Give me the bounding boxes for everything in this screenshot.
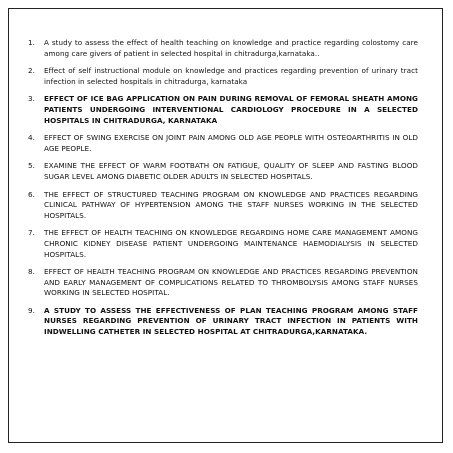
item-number: 8. (28, 267, 35, 277)
list-item (28, 133, 418, 154)
item-text: EXAMINE THE EFFECT OF WARM FOOTBATH ON FATIGUE, QUALITY OF SLEEP AND FASTING BLOOD SUGAR LEVEL AMONG DIABETIC OLDER ADULTS IN SELECTED HOSPITALS. (44, 161, 418, 181)
item-number: 2. (28, 66, 35, 76)
list-item (28, 66, 418, 87)
list-item (28, 38, 418, 59)
item-text: THE EFFECT OF STRUCTURED TEACHING PROGRAM ON KNOWLEDGE AND PRACTICES REGARDING CLINICAL PATHWAY OF HYPERTENSION AMONG THE STAFF NURSES WORKING IN THE SELECTED HOSPITALS. (44, 189, 418, 220)
study-list (28, 38, 418, 345)
item-number: 6. (28, 189, 35, 199)
item-number: 5. (28, 161, 35, 171)
item-text: A STUDY TO ASSESS THE EFFECTIVENESS OF PLAN TEACHING PROGRAM AMONG STAFF NURSES REGARDING PREVENTION OF URINARY TRACT INFECTION IN PATIENTS WITH INDWELLING CATHETER IN SELECTED HOSPITAL AT CHITRADURGA,KARNATAKA. (44, 305, 418, 337)
item-number: 9. (28, 305, 35, 315)
list-item (28, 190, 418, 222)
list-item (28, 94, 418, 126)
list-item (28, 161, 418, 182)
item-number: 7. (28, 228, 35, 238)
item-text: EFFECT OF SWING EXERCISE ON JOINT PAIN AMONG OLD AGE PEOPLE WITH OSTEOARTHRITIS IN OLD AGE PEOPLE. (44, 133, 418, 153)
item-text: A study to assess the effect of health teaching on knowledge and practice regarding colostomy care among care givers of patient in selected hospital in chitradurga,karnataka.. (44, 38, 418, 58)
item-text: EFFECT OF ICE BAG APPLICATION ON PAIN DURING REMOVAL OF FEMORAL SHEATH AMONG PATIENTS UNDERGOING INTERVENTIONAL CARDIOLOGY PROCEDURE IN A SELECTED HOSPITALS IN CHITRADURGA, KARNATAKA (44, 94, 418, 125)
list-item (28, 267, 418, 299)
list-item (28, 228, 418, 260)
item-number: 1. (28, 38, 35, 47)
list-item (28, 306, 418, 338)
item-text: Effect of self instructional module on knowledge and practices regarding prevention of urinary tract infection in selected hospitals in chitradurga, karnataka (44, 66, 418, 86)
item-text: THE EFFECT OF HEALTH TEACHING ON KNOWLEDGE REGARDING HOME CARE MANAGEMENT AMONG CHRONIC KIDNEY DISEASE PATIENT UNDERGOING MAINTENANCE HAEMODIALYSIS IN SELECTED HOSPITALS. (44, 228, 418, 259)
item-text: EFFECT OF HEALTH TEACHING PROGRAM ON KNOWLEDGE AND PRACTICES REGARDING PREVENTION AND EARLY MANAGEMENT OF COMPLICATIONS RELATED TO THROMBOLYSIS AMONG STAFF NURSES WORKING IN SELECTED HOSPITAL. (44, 267, 418, 298)
item-number: 4. (28, 133, 35, 143)
item-number: 3. (28, 94, 35, 104)
